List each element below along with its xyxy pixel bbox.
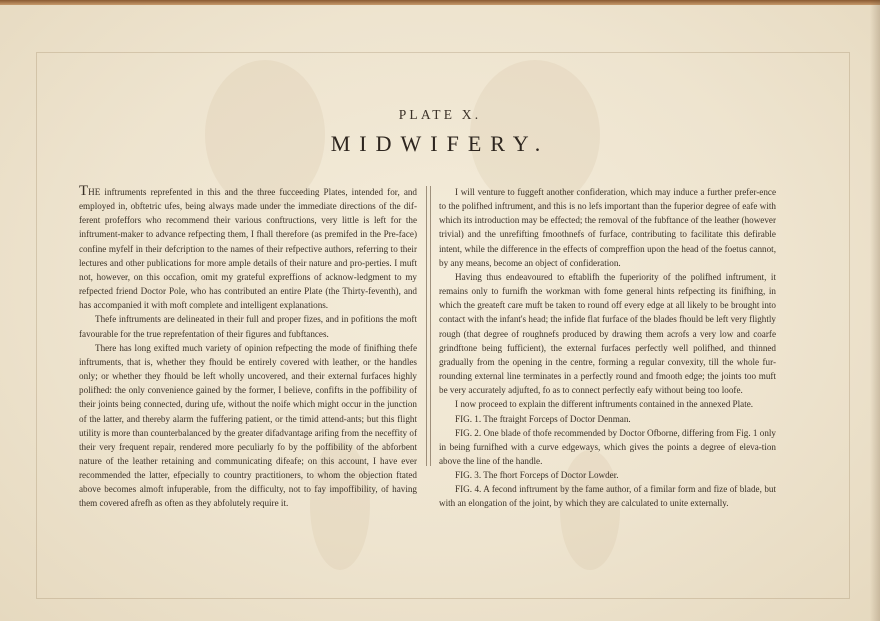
- right-paragraph-1: I will venture to fuggeft another confideration, which may induce a further prefer-ence to the polifhed inftrument, and this is no lefs important than the fuperior degree of eafe with which its introduction may be effected; the removal of the fubftance of the leather (however trivial) and the unrefifting fmoothnefs of furface, contributing to facilitate this defirable intent, while the difference in the effects of compreffion upon the head of the foetus cannot, by any means, become an object of confideration.: [439, 187, 776, 268]
- right-paragraph-2: Having thus endeavoured to eftablifh the fuperiority of the polifhed inftrument, it remains only to furnifh the workman with fome general hints refpecting its finifhing, in which the greateft care muft be taken to round off every edge at all likely to be brought into contact with the infant's head; the infide flat furface of the blades fhould be left very flightly rough (that degree of roughnefs produced by drawing them acrofs a very low and coarfe grindftone being fufficient), the external furfaces perfectly well polifhed, and thinned gradually from the opening in the centre, forming a regular convexity, till the whole fur-rounding external line terminates in a perfectly round and fmooth edge; the joints too muft be very accurately adjufted, fo as to connect perfectly eafy without being too loofe.: [439, 271, 776, 396]
- plate-number: PLATE X.: [398, 107, 482, 122]
- column-divider: [426, 186, 431, 466]
- drop-cap: T: [79, 183, 89, 199]
- plate-title: MIDWIFERY.: [330, 131, 550, 156]
- left-text-column: [79, 185, 417, 511]
- fig-2-caption: FIG. 2. One blade of thofe recommended by Doctor Ofborne, differing from Fig. 1 only in being furnifhed with a curve edgeways, which gives the points a degree of eleva-tion above the line of the handle.: [439, 427, 776, 466]
- right-text-column: [439, 185, 776, 511]
- fig-1-caption: FIG. 1. The ftraight Forceps of Doctor Denman.: [455, 413, 631, 424]
- fig-3-caption: FIG. 3. The fhort Forceps of Doctor Lowder.: [455, 470, 619, 481]
- left-paragraph-3: There has long exifted much variety of opinion refpecting the mode of finifhing thefe inftruments, that is, whether they fhould be entirely covered with leather, or the handles only; or whether they fhould be left wholly uncovered, and their external furfaces highly polifhed: the only convenience gained by the former, I believe, confifts in the poffibility of their joints being connected, during ufe, without the noife which might occur in the junction of the latter, and thereby alarm the fuffering patient, or the timid attend-ants; but this flight utility is more than counterbalanced by the greater difadvantage arifing from the neceffity of their very frequent repair, rendered more peculiarly fo by the poffibility of the abforbent nature of the leather retaining and communicating difeafe; on this account, I have ever recommended the latter, efpecially to country practitioners, to whom the objection ftated above becomes almoft infuperable, from the difficulty, not to fay impoffibility, of having them covered afrefh as often as they abfolutely require it.: [79, 342, 417, 509]
- left-paragraph-2: Thefe inftruments are delineated in their full and proper fizes, and in pofitions the moft favourable for the true reprefentation of their figures and fubftances.: [79, 314, 417, 339]
- page-top-edge: [0, 0, 880, 5]
- right-paragraph-3: I now proceed to explain the different inftruments contained in the annexed Plate.: [455, 399, 754, 410]
- left-paragraph-1: [79, 185, 417, 312]
- page-right-shadow: [870, 0, 880, 621]
- left-paragraph-1-text: HE inftruments reprefented in this and the three fucceeding Plates, intended for, and employed in, obftetric ufes, being always made under the immediate directions of the dif-ferent profeffors who recommend their various conftructions, very little is left for the inftrument-maker to advance refpecting them, I fhall therefore (as premifed in the Pre-face) confine myfelf in their defcription to the names of their refpective authors, referring to their lectures and other publications for more ample details of their nature and pro-perties. I muft not, however, on this occafion, omit my grateful expreffions of acknow-ledgment to my refpected friend Doctor Pole, who has contributed an entire Plate (the Thirty-feventh), and has accompanied it with moft complete and intelligent explanations.: [79, 187, 417, 311]
- fig-4-caption: FIG. 4. A fecond inftrument by the fame author, of a fimilar form and fize of blade, but with an elongation of the joint, by which they are calculated to unite externally.: [439, 484, 776, 509]
